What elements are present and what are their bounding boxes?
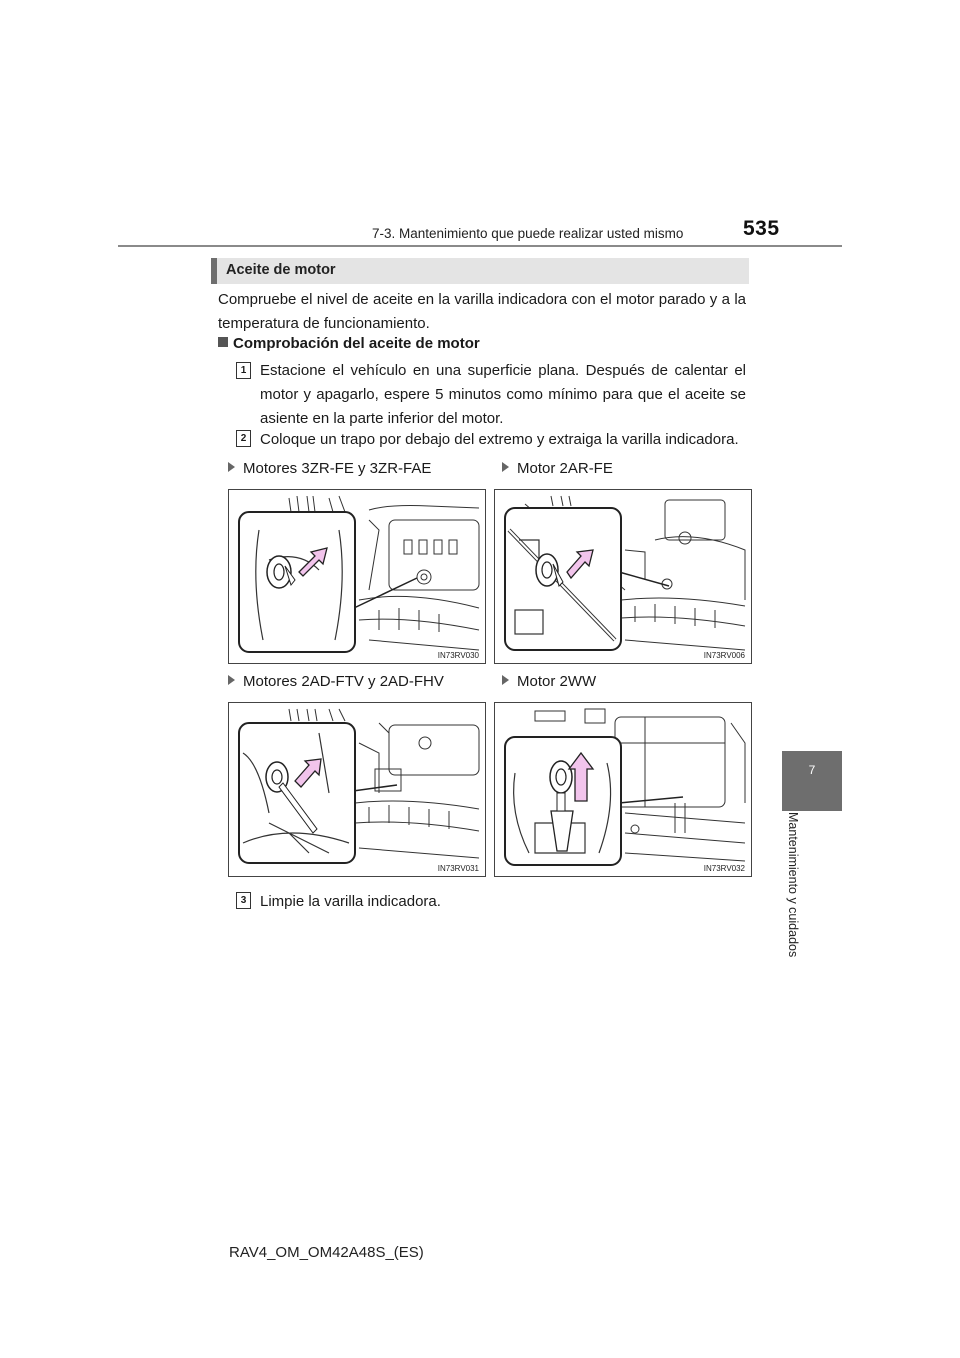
figure-engine-2ar bbox=[494, 489, 752, 664]
step-number-1: 1 bbox=[236, 362, 251, 379]
engine-illustration-2ad bbox=[229, 703, 485, 876]
document-code: RAV4_OM_OM42A48S_(ES) bbox=[229, 1244, 424, 1261]
figure-caption-1: Motores 3ZR-FE y 3ZR-FAE bbox=[228, 460, 431, 477]
chapter-tab[interactable] bbox=[782, 751, 842, 811]
triangle-bullet-icon bbox=[228, 675, 235, 685]
triangle-bullet-icon bbox=[502, 462, 509, 472]
figure-code-4: IN73RV032 bbox=[703, 864, 745, 873]
step-text-1: Estacione el vehículo en una superficie plana. Después de calentar el motor y apagarlo, espere 5 minutos como mínimo para que el aceite se asiente en la parte inferior del motor. bbox=[260, 362, 746, 427]
engine-illustration-3zr bbox=[229, 490, 485, 663]
step-text-3: Limpie la varilla indicadora. bbox=[260, 893, 441, 910]
triangle-bullet-icon bbox=[502, 675, 509, 685]
engine-illustration-2ww bbox=[495, 703, 751, 876]
intro-paragraph: Compruebe el nivel de aceite en la varilla indicadora con el motor parado y a la temperatura de funcionamiento. bbox=[218, 291, 746, 332]
figure-caption-2: Motor 2AR-FE bbox=[502, 460, 613, 477]
chapter-title: Mantenimiento y cuidados bbox=[786, 812, 800, 958]
page-number: 535 bbox=[743, 217, 780, 240]
step-number-3: 3 bbox=[236, 892, 251, 909]
header-divider bbox=[118, 245, 842, 247]
section-heading-bar bbox=[211, 258, 749, 284]
figure-code-2: IN73RV006 bbox=[703, 651, 745, 660]
figure-caption-4: Motor 2WW bbox=[502, 673, 596, 690]
figure-engine-3zr bbox=[228, 489, 486, 664]
square-bullet-icon bbox=[218, 337, 228, 347]
section-title: Aceite de motor bbox=[226, 262, 336, 278]
section-heading-stripe bbox=[211, 258, 217, 284]
figure-caption-3: Motores 2AD-FTV y 2AD-FHV bbox=[228, 673, 444, 690]
chapter-number: 7 bbox=[808, 763, 816, 777]
step-text-2: Coloque un trapo por debajo del extremo y extraiga la varilla indicadora. bbox=[260, 431, 739, 448]
figure-code-1: IN73RV030 bbox=[437, 651, 479, 660]
figure-engine-2ww bbox=[494, 702, 752, 877]
triangle-bullet-icon bbox=[228, 462, 235, 472]
figure-code-3: IN73RV031 bbox=[437, 864, 479, 873]
subheading-text: Comprobación del aceite de motor bbox=[233, 335, 480, 352]
header-section-title: 7-3. Mantenimiento que puede realizar usted mismo bbox=[372, 226, 684, 241]
figure-engine-2ad bbox=[228, 702, 486, 877]
engine-illustration-2ar bbox=[495, 490, 751, 663]
subheading bbox=[218, 335, 480, 352]
chapter-title-vertical bbox=[786, 812, 806, 972]
step-number-2: 2 bbox=[236, 430, 251, 447]
